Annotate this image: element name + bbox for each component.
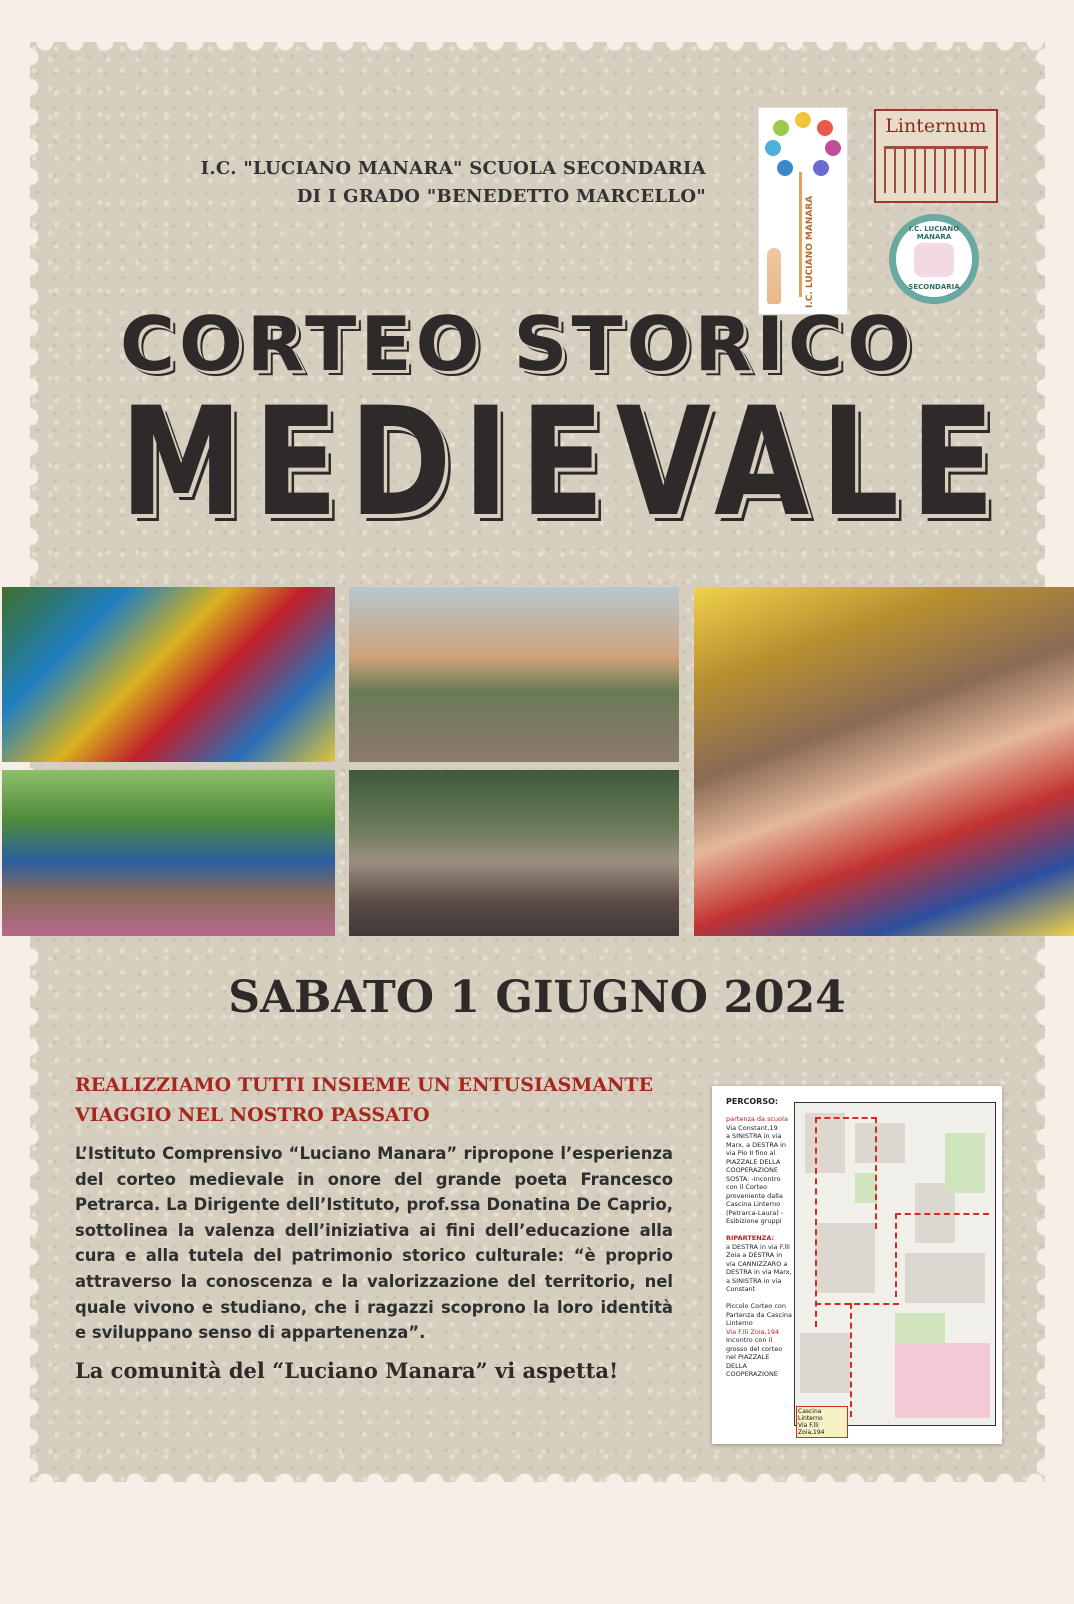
map-streets — [794, 1102, 996, 1426]
acrobats-photo — [349, 587, 679, 762]
map-start-address: Via Constant,19 — [726, 1123, 778, 1132]
map-legend — [726, 1098, 792, 1379]
flag-wavers-photo — [2, 587, 335, 762]
school-name-line2: DI I GRADO "BENEDETTO MARCELLO" — [296, 186, 706, 207]
map-cascina-address: Via F.lli Zoia,194 — [798, 1422, 825, 1436]
stamp-edge-bottom — [30, 1472, 1045, 1492]
round-logo-emblem — [914, 243, 954, 277]
title-corteo-storico: CORTEO STORICO — [120, 300, 915, 388]
map-steps: a SINISTRA in via Marx, a DESTRA in via Pio II fino al PIAZZALE DELLA COOPERAZIONE — [726, 1132, 787, 1174]
map-return-label: RIPARTENZA: — [726, 1234, 775, 1242]
map-cascina-name: Cascina Linterno — [798, 1408, 823, 1422]
school-name-line1: I.C. "LUCIANO MANARA" SCUOLA SECONDARIA — [200, 158, 706, 179]
route-map — [712, 1086, 1002, 1444]
closing-line: La comunità del “Luciano Manara” vi aspetta! — [75, 1358, 619, 1383]
school-name — [120, 155, 706, 211]
subhead-line1: REALIZZIAMO TUTTI INSIEME UN ENTUSIASMANTE — [75, 1074, 654, 1096]
tree-logo — [758, 107, 848, 315]
stamp-edge-top — [30, 32, 1045, 52]
costumed-crowd-photo — [2, 770, 335, 936]
stamp-edge-left — [20, 42, 40, 1482]
map-start-label: partenza da scuola — [726, 1115, 788, 1123]
map-small-corteo: Piccolo Corteo con Partenza da Cascina Linterno — [726, 1302, 792, 1327]
boy-with-flag-photo — [694, 587, 1074, 936]
round-school-logo — [889, 214, 979, 304]
map-stop-text: -Incontro con il Corteo proveniente dalla Cascina Linterno (Petrarca-Laura) -Esibizione gruppi — [726, 1174, 784, 1225]
map-small-corteo-text: Incontro con il grosso del corteo nel PIAZZALE DELLA COOPERAZIONE — [726, 1336, 783, 1378]
title-medievale: MEDIEVALE — [120, 376, 1007, 550]
subhead-line2: VIAGGIO NEL NOSTRO PASSATO — [75, 1104, 430, 1126]
person-figure — [767, 248, 781, 304]
event-date: SABATO 1 GIUGNO 2024 — [228, 972, 846, 1023]
round-logo-bottom-text: SECONDARIA — [908, 283, 960, 291]
knights-photo — [349, 770, 679, 936]
farmhouse-illustration — [884, 146, 988, 193]
map-stop-label: SOSTA: — [726, 1174, 750, 1183]
linternum-logo — [874, 109, 998, 203]
map-small-corteo-address: Via F.lli Zoia,194 — [726, 1327, 780, 1336]
map-return-text: a DESTRA in via F.lli Zoia a DESTRA in via CANNIZZARO a DESTRA in via Marx, a SINISTRA in via Constant — [726, 1242, 792, 1293]
round-logo-top-text: I.C. LUCIANO MANARA — [908, 225, 960, 241]
linternum-logo-text: Linternum — [885, 115, 987, 137]
tree-logo-text: I.C. LUCIANO MANARA — [805, 195, 815, 308]
article-body: L’Istituto Comprensivo “Luciano Manara” ripropone l’esperienza del corteo medievale in onore del grande poeta Francesco Petrarca. La Dirigente dell’Istituto, prof.ssa Donatina De Caprio, sottolinea la valenza dell’iniziativa ai fini dell’educazione alla cura e alla tutela del patrimonio storico culturale: “è proprio attraverso la conoscenza e la valorizzazione del territorio, nel quale vivono e studiano, che i ragazzi scoprono la loro identità e sviluppano senso di appartenenza”. — [75, 1144, 673, 1343]
map-cascina-label — [796, 1406, 848, 1438]
article-subhead — [75, 1070, 685, 1130]
map-title: PERCORSO: — [726, 1097, 779, 1106]
